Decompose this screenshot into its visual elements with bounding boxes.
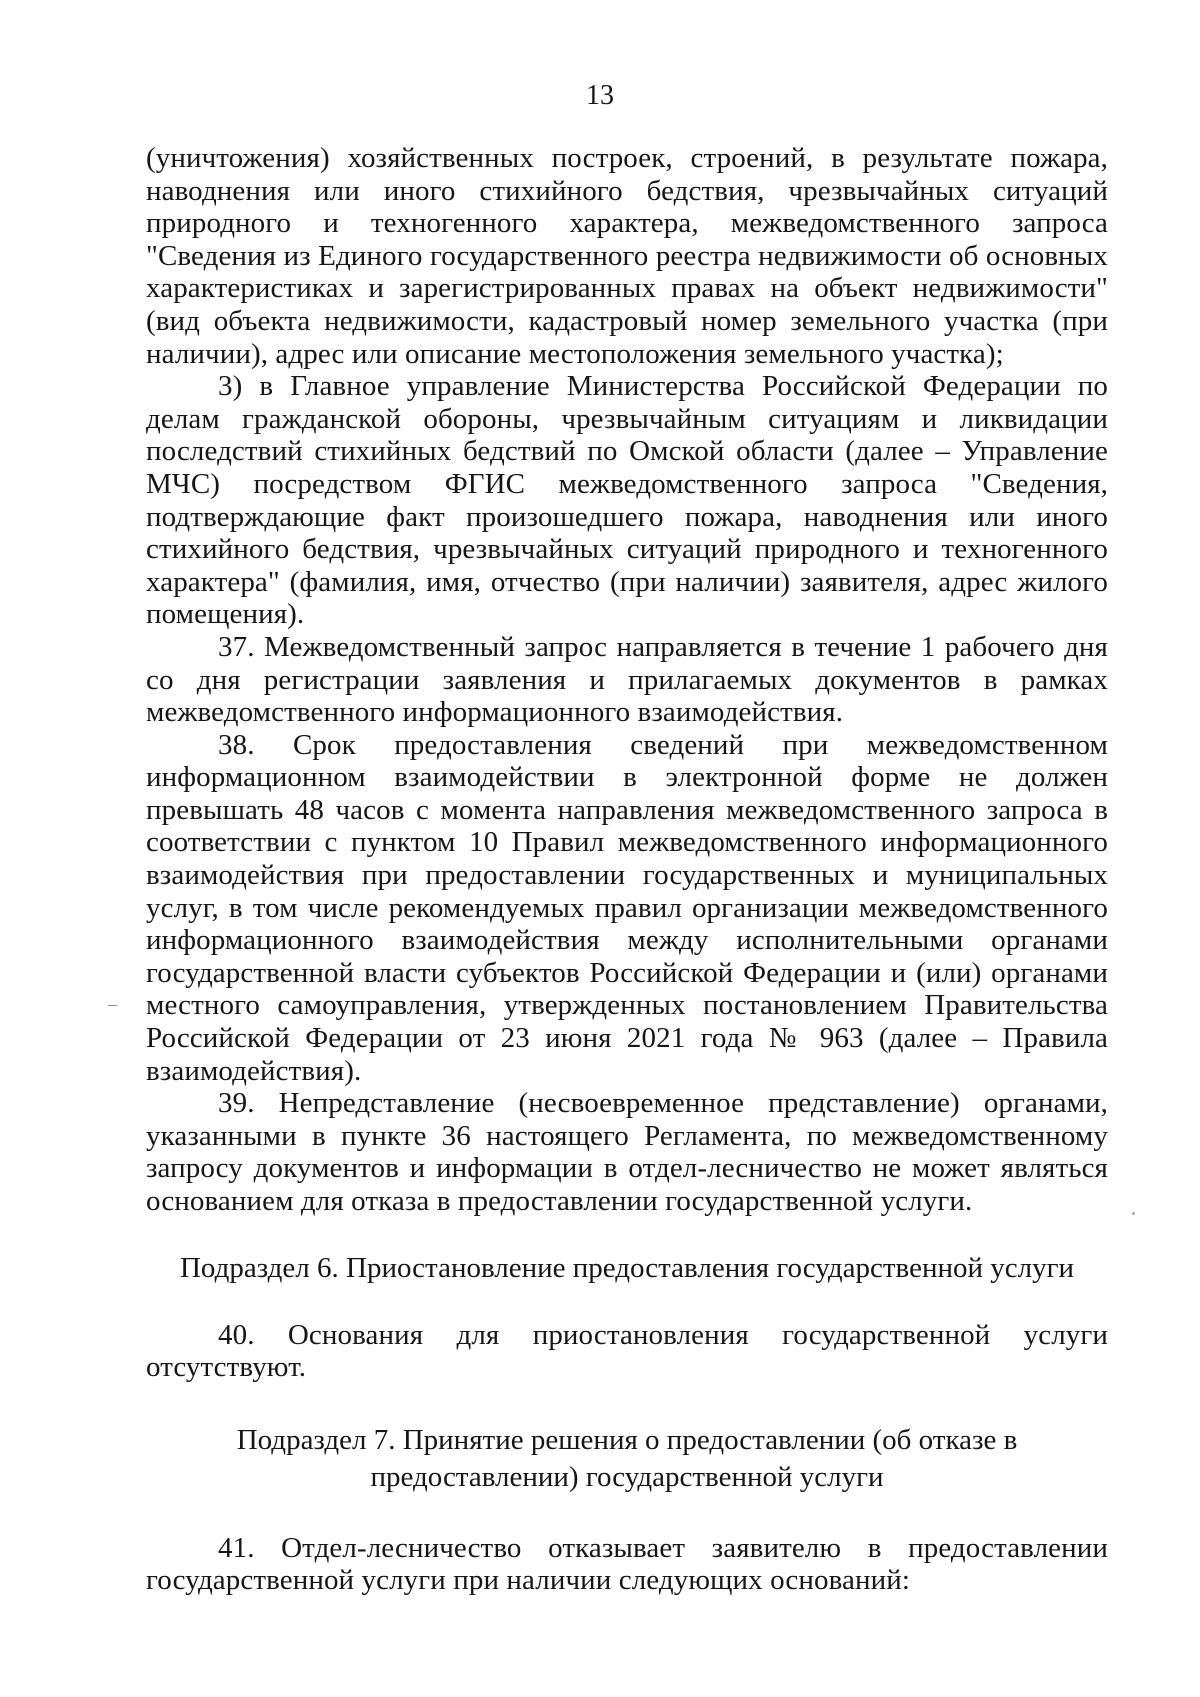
subsection-7-heading <box>146 1422 1108 1496</box>
scan-dot <box>1132 1212 1135 1215</box>
paragraph-38: 38. Срок предоставления сведений при межведомственном информационном взаимодействии в электронной форме не должен превышать 48 часов с момента направления межведомственного запроса в соответствии с пунктом 10 Правил межведомственного информационного взаимодействия при предоставлении государственных и муниципальных услуг, в том числе рекомендуемых правил организации межведомственного информационного взаимодействия между исполнительными органами государственной власти субъектов Российской Федерации и (или) органами местного самоуправления, утвержденных постановлением Правительства Российской Федерации от 23 июня 2021 года № 963 (далее – Правила взаимодействия). <box>146 728 1108 1087</box>
page-number: 13 <box>586 80 614 111</box>
paragraph-37: 37. Межведомственный запрос направляется в течение 1 рабочего дня со дня регистрации заявления и прилагаемых документов в рамках межведомственного информационного взаимодействия. <box>146 630 1108 729</box>
paragraph-40: 40. Основания для приостановления государственной услуги отсутствуют. <box>146 1318 1108 1384</box>
subsection-6-heading: Подраздел 6. Приостановление предоставления государственной услуги <box>179 1251 1075 1284</box>
paragraph-item-3: 3) в Главное управление Министерства Российской Федерации по делам гражданской обороны, чрезвычайным ситуациям и ликвидации последствий стихийных бедствий по Омской области (далее – Управление МЧС) посредством ФГИС межведомственного запроса "Сведения, подтверждающие факт произошедшего пожара, наводнения или иного стихийного бедствия, чрезвычайных ситуаций природного и техногенного характера" (фамилия, имя, отчество (при наличии) заявителя, адрес жилого помещения). <box>146 370 1108 631</box>
document-body <box>146 142 1108 1597</box>
paragraph-41: 41. Отдел-лесничество отказывает заявителю в предоставлении государственной услуги при наличии следующих оснований: <box>146 1531 1108 1597</box>
paragraph-39: 39. Непредставление (несвоевременное представление) органами, указанными в пункте 36 настоящего Регламента, по межведомственному запросу документов и информации в отдел-лесничество не может являться основанием для отказа в предоставлении государственной услуги. <box>146 1087 1108 1217</box>
scan-mark <box>108 1005 117 1006</box>
paragraph-continuation: (уничтожения) хозяйственных построек, строений, в результате пожара, наводнения или иного стихийного бедствия, чрезвычайных ситуаций природного и техногенного характера, межведомственного запроса "Сведения из Единого государственного реестра недвижимости об основных характеристиках и зарегистрированных правах на объект недвижимости" (вид объекта недвижимости, кадастровый номер земельного участка (при наличии), адрес или описание местоположения земельного участка); <box>146 142 1108 370</box>
subsection-7-heading-line-2: предоставлении) государственной услуги <box>370 1460 884 1493</box>
subsection-7-heading-line-1: Подраздел 7. Принятие решения о предоставлении (об отказе в <box>236 1423 1018 1456</box>
